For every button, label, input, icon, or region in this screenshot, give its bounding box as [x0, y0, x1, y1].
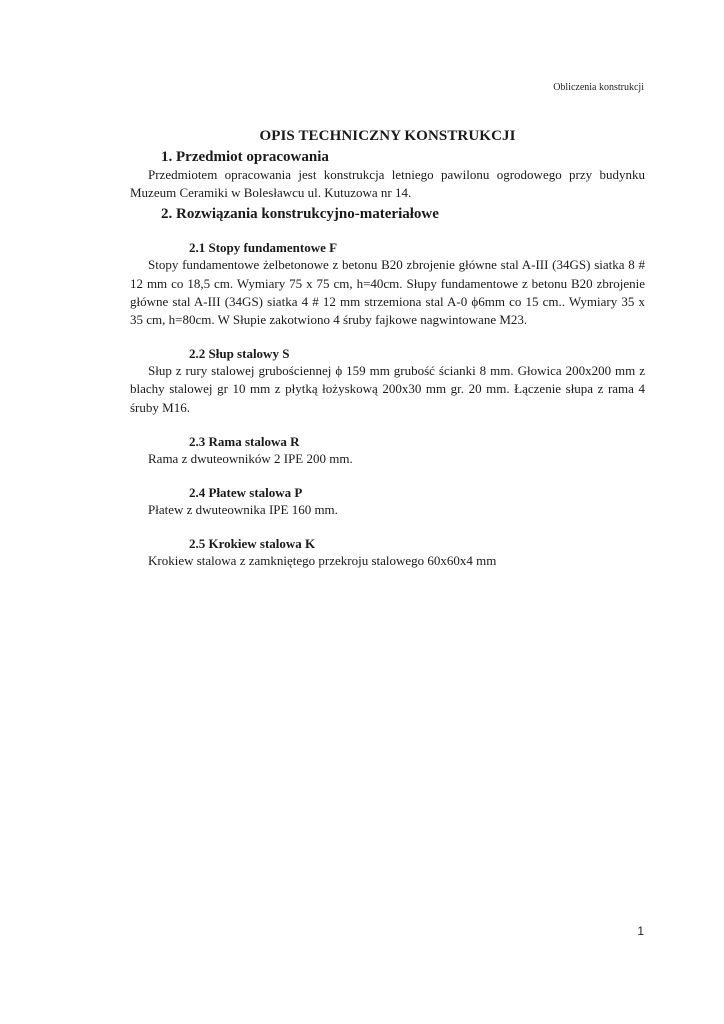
document-body [130, 128, 645, 570]
running-header: Obliczenia konstrukcji [553, 82, 644, 93]
document-title: OPIS TECHNICZNY KONSTRUKCJI [259, 128, 516, 144]
section-2-2-text: Słup z rury stalowej grubościennej ϕ 159 mm grubość ścianki 8 mm. Głowica 200x200 mm z blachy stalowej gr 10 mm z płytką łożyskową 200x30 mm gr. 20 mm. Łączenie słupa z rama 4 śruby M16. [130, 363, 645, 415]
page-number: 1 [637, 924, 644, 938]
section-1-text: Przedmiotem opracowania jest konstrukcja letniego pawilonu ogrodowego przy budynku Muzeum Ceramiki w Bolesławcu ul. Kutuzowa nr 14. [130, 167, 645, 201]
section-2-5-heading: 2.5 Krokiew stalowa K [189, 536, 316, 552]
section-2-2-heading: 2.2 Słup stalowy S [189, 346, 290, 362]
section-2-4-heading: 2.4 Płatew stalowa P [189, 485, 303, 501]
section-2-5-text: Krokiew stalowa z zamkniętego przekroju stalowego 60x60x4 mm [148, 553, 497, 569]
section-2-heading: 2. Rozwiązania konstrukcyjno-materiałowe [161, 206, 439, 223]
section-1-heading: 1. Przedmiot opracowania [161, 149, 329, 165]
section-2-3-heading: 2.3 Rama stalowa R [189, 433, 300, 449]
section-2-3-text: Rama z dwuteowników 2 IPE 200 mm. [148, 450, 353, 466]
section-2-1-text: Stopy fundamentowe żelbetonowe z betonu B20 zbrojenie główne stal A-III (34GS) siatka 8 # 12 mm co 18,5 cm. Wymiary 75 x 75 cm, h=40cm. Słupy fundamentowe z betonu B20 zbrojenie główne stal A-III (34GS) siatka 4 # 12 mm strzemiona stal A-0 ϕ6mm co 15 cm.. Wymiary 35 x 35 cm, h=80cm. W Słupie zakotwiono 4 śruby fajkowe nagwintowane M23. [130, 257, 645, 328]
section-2-4-text: Płatew z dwuteownika IPE 160 mm. [148, 502, 338, 518]
section-2-1-heading: 2.1 Stopy fundamentowe F [189, 240, 338, 256]
